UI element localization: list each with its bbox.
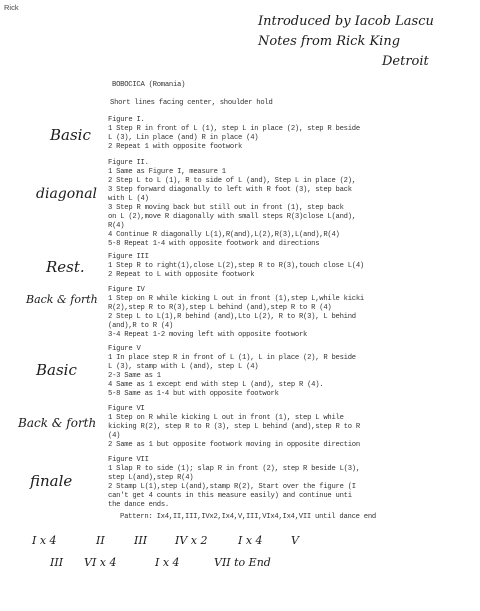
figure-line: step L(and),step R(4): [108, 474, 194, 482]
figure-heading: Figure II.: [108, 159, 149, 167]
figure-heading: Figure V: [108, 345, 141, 353]
dance-pattern: Pattern: Ix4,II,III,IVx2,Ix4,V,III,VIx4,Ix4,VII until dance end: [120, 513, 376, 521]
figure-line: 2 Repeat to L with opposite footwork: [108, 271, 255, 279]
figure-line: (4): [108, 432, 121, 440]
figure-heading: Figure IV: [108, 286, 145, 294]
margin-note-back-forth: Back & forth: [26, 293, 98, 306]
figure-2: [108, 159, 356, 249]
header-note-notes-from: Notes from Rick King: [258, 34, 401, 49]
bottom-note: V: [291, 534, 299, 547]
bottom-note: I x 4: [238, 534, 263, 547]
bottom-note: III: [50, 556, 64, 569]
figure-heading: Figure III: [108, 253, 149, 261]
figure-line: 3 Step R moving back but still out in front (1), step back: [108, 204, 344, 212]
figure-7: [108, 456, 360, 510]
figure-line: 1 In place step R in front of L (1), L in place (2), R beside: [108, 354, 356, 362]
figure-line: 2-3 Same as 1: [108, 372, 161, 380]
figure-line: on L (2),move R diagonally with small steps R(3)close L(and),: [108, 213, 356, 221]
figure-heading: Figure VI: [108, 405, 145, 413]
header-note-location: Detroit: [382, 54, 429, 69]
figure-line: (and),R to R (4): [108, 322, 174, 330]
figure-line: 2 Same as 1 but opposite footwork moving in opposite direction: [108, 441, 360, 449]
dance-intro: Short lines facing center, shoulder hold: [110, 99, 273, 107]
figure-line: the dance ends.: [108, 501, 169, 509]
margin-note-finale: finale: [30, 472, 73, 490]
figure-line: 5-8 Repeat 1-4 with opposite footwork and directions: [108, 240, 320, 248]
figure-line: R(4): [108, 222, 125, 230]
figure-line: 1 Step on R while kicking L out in front (1), step L while: [108, 414, 344, 422]
figure-3: [108, 253, 364, 280]
figure-line: 3 Step forward diagonally to left with R foot (3), step back: [108, 186, 352, 194]
figure-line: 1 Step R in front of L (1), step L in place (2), step R beside: [108, 125, 360, 133]
figure-line: 1 Same as Figure I, measure 1: [108, 168, 226, 176]
figure-line: L (3), Lin place (and) R in place (4): [108, 134, 259, 142]
figure-line: 1 Slap R to side (1); slap R in front (2), step R beside L(3),: [108, 465, 360, 473]
figure-line: 2 Stamp L(1),step L(and),stamp R(2), Start over the figure (I: [108, 483, 356, 491]
bottom-note: II: [96, 534, 105, 547]
margin-note-basic-2: Basic: [36, 361, 77, 379]
bottom-note: I x 4: [155, 556, 180, 569]
corner-label: Rick: [4, 3, 19, 12]
figure-line: 1 Step R to right(1),close L(2),step R to R(3),touch close L(4): [108, 262, 364, 270]
margin-note-back-forth-2: Back & forth: [18, 416, 97, 430]
figure-line: 1 Step on R while kicking L out in front (1),step L,while kicki: [108, 295, 364, 303]
figure-heading: Figure VII: [108, 456, 149, 464]
figure-line: kicking R(2), step R to R (3), step L behind (and),step R to R: [108, 423, 360, 431]
bottom-note: IV x 2: [175, 534, 208, 547]
bottom-note: VI x 4: [84, 556, 117, 569]
figure-line: 4 Same as 1 except end with step L (and), step R (4).: [108, 381, 324, 389]
margin-note-basic: Basic: [50, 126, 91, 144]
figure-line: with L (4): [108, 195, 149, 203]
bottom-note: VII to End: [214, 556, 271, 569]
figure-6: [108, 405, 360, 450]
figure-line: L (3), stamp with L (and), step L (4): [108, 363, 259, 371]
figure-line: 5-8 Same as 1-4 but with opposite footwork: [108, 390, 279, 398]
figure-1: [108, 116, 360, 152]
figure-heading: Figure I.: [108, 116, 145, 124]
figure-line: 2 Step L to L (1), R to side of L (and), Step L in place (2),: [108, 177, 356, 185]
figure-line: 3-4 Repeat 1-2 moving left with opposite footwork: [108, 331, 308, 339]
bottom-note: I x 4: [32, 534, 57, 547]
figure-line: 2 Step L to L(1),R behind (and),Lto L(2), R to R(3), L behind: [108, 313, 356, 321]
margin-note-rest: Rest.: [46, 258, 85, 276]
dance-title: BOBOCICA (Romania): [112, 81, 186, 89]
bottom-note: III: [134, 534, 148, 547]
figure-line: 4 Continue R diagonally L(1),R(and),L(2),R(3),L(and),R(4): [108, 231, 340, 239]
figure-line: can't get 4 counts in this measure easily) and continue unti: [108, 492, 352, 500]
figure-5: [108, 345, 356, 399]
figure-4: [108, 286, 364, 340]
figure-line: 2 Repeat 1 with opposite footwork: [108, 143, 243, 151]
figure-line: R(2),step R to R(3),step L behind (and),step R to R (4): [108, 304, 332, 312]
header-note-introduced: Introduced by Iacob Lascu: [258, 14, 434, 29]
margin-note-diagonal: diagonal: [36, 186, 98, 202]
